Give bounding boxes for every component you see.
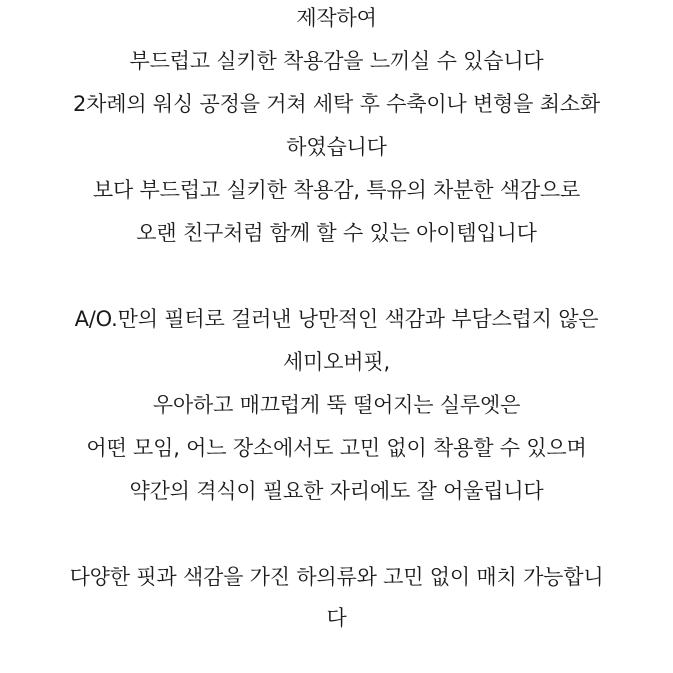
text-line: 부드럽고 실키한 착용감을 느끼실 수 있습니다 bbox=[129, 49, 544, 73]
text-line: 다 bbox=[326, 606, 347, 630]
text-line: 약간의 격식이 필요한 자리에도 잘 어울립니다 bbox=[129, 479, 544, 503]
text-line: 2차례의 워싱 공정을 거쳐 세탁 후 수축이나 변형을 최소화 bbox=[73, 92, 600, 116]
text-line: 세미오버핏, bbox=[283, 350, 390, 374]
text-line: 다양한 핏과 색감을 가진 하의류와 고민 없이 매치 가능합니 bbox=[69, 565, 604, 589]
text-line: 하였습니다 bbox=[286, 135, 387, 159]
text-line: 보다 부드럽고 실키한 착용감, 특유의 차분한 색감으로 bbox=[92, 178, 581, 202]
text-line: 제작하여 bbox=[296, 6, 377, 30]
text-line: A/O.만의 필터로 걸러낸 낭만적인 색감과 부담스럽지 않은 bbox=[74, 307, 599, 331]
text-line: 우아하고 매끄럽게 뚝 떨어지는 실루엣은 bbox=[152, 393, 521, 417]
text-line: 오랜 친구처럼 함께 할 수 있는 아이템입니다 bbox=[136, 221, 537, 245]
text-line: 어떤 모임, 어느 장소에서도 고민 없이 착용할 수 있으며 bbox=[86, 436, 587, 460]
